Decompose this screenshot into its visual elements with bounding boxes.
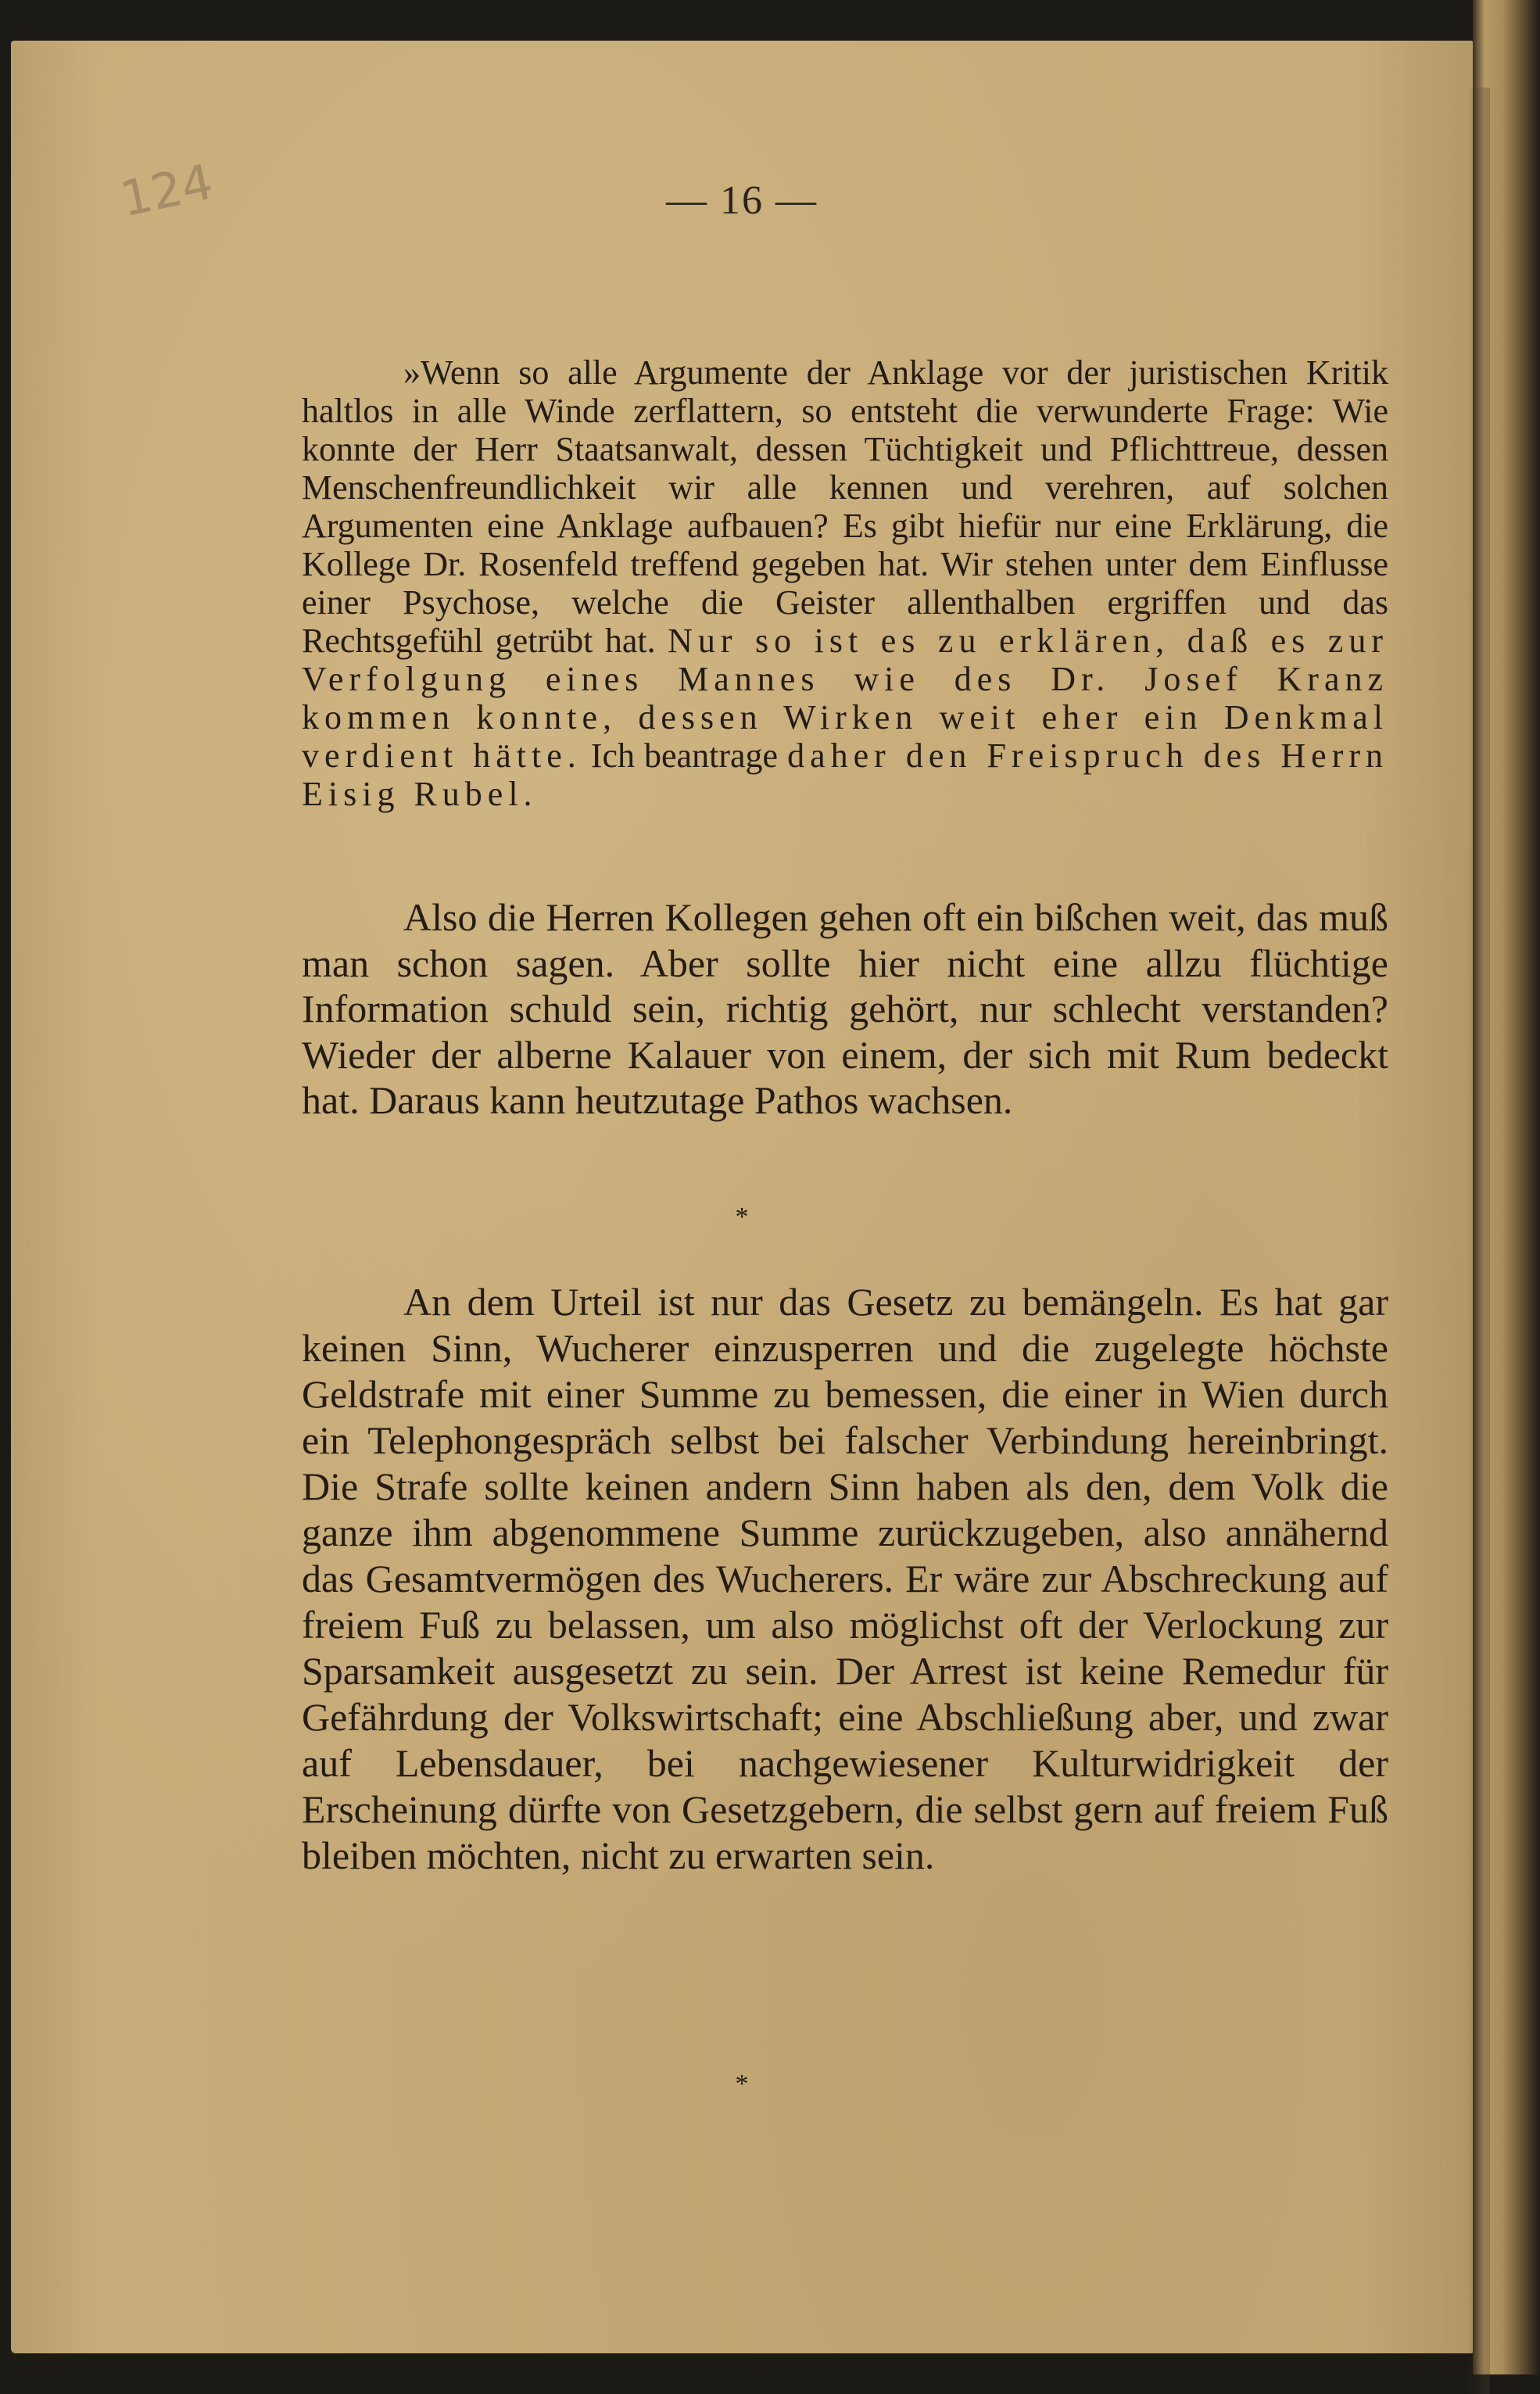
quoted-plea-paragraph (302, 353, 1388, 813)
quote-text: »Wenn so alle Argumente der Anklage vor der juristischen Kritik haltlos in alle Winde zerflattern, so entsteht die verwunderte Frage: Wie konnte der Herr Staatsanwalt, dessen Tüchtigkeit und Pflichttreue, dessen Menschenfreundlichkeit wir alle kennen und verehren, auf solchen Argumenten eine Anklage aufbauen? Es gibt hiefür nur eine Erklärung, die Kollege Dr. Rosenfeld treffend gegeben hat. Wir stehen unter dem Einflusse einer Psychose, welche die Geister allenthalben ergriffen und das Rechtsgefühl getrübt hat. (302, 353, 1388, 660)
quote-text-2: Ich beantrage (581, 736, 788, 775)
page-number: — 16 — (666, 178, 818, 223)
section-separator: * (735, 2070, 749, 2098)
paragraph-commentary (302, 894, 1388, 1124)
paragraph-text: Also die Herren Kollegen gehen oft ein bißchen weit, das muß man schon sagen. Aber sollte hier nicht eine allzu flüchtige Information schuld sein, richtig gehört, nur schlecht verstanden? Wieder der alberne Kalauer von einem, der sich mit Rum bedeckt hat. Daraus kann heutzutage Pathos wachsen. (302, 895, 1388, 1122)
paragraph-text: An dem Urteil ist nur das Gesetz zu bemängeln. Es hat gar keinen Sinn, Wucherer einzusperren und die zugelegte höchste Geldstrafe mit einer Summe zu bemessen, die einer in Wien durch ein Telephongespräch selbst bei falscher Verbindung hereinbringt. Die Strafe sollte keinen andern Sinn haben als den, dem Volk die ganze ihm abgenommene Summe zurückzugeben, also annähernd das Gesamtvermögen des Wucherers. Er wäre zur Abschreckung auf freiem Fuß zu belassen, um also möglichst oft der Verlockung zur Sparsamkeit ausgesetzt zu sein. Der Arrest ist keine Remedur für Gefährdung der Volkswirtschaft; eine Abschließung aber, und zwar auf Lebensdauer, bei nachgewiesener Kulturwidrigkeit der Erscheinung dürfte von Gesetzgebern, die selbst gern auf freiem Fuß bleiben möchten, nicht zu erwarten sein. (302, 1280, 1388, 1877)
quoted-plea (302, 353, 1388, 813)
book-page (11, 41, 1473, 2353)
quote-spaced-text-2: daher den Freispruch des Herrn Eisig Rubel. (302, 736, 1389, 813)
paragraph-verdict (302, 1279, 1388, 1879)
pencil-annotation: 124 (115, 152, 218, 228)
page-edge-shadow (1467, 88, 1490, 2394)
quote-spaced-text: Nur so ist es zu erklären, daß es zur Verfolgung eines Mannes wie des Dr. Josef Kranz kommen konnte, dessen Wirken weit eher ein Denkmal verdient hätte. (302, 622, 1388, 775)
section-separator: * (735, 1202, 749, 1231)
